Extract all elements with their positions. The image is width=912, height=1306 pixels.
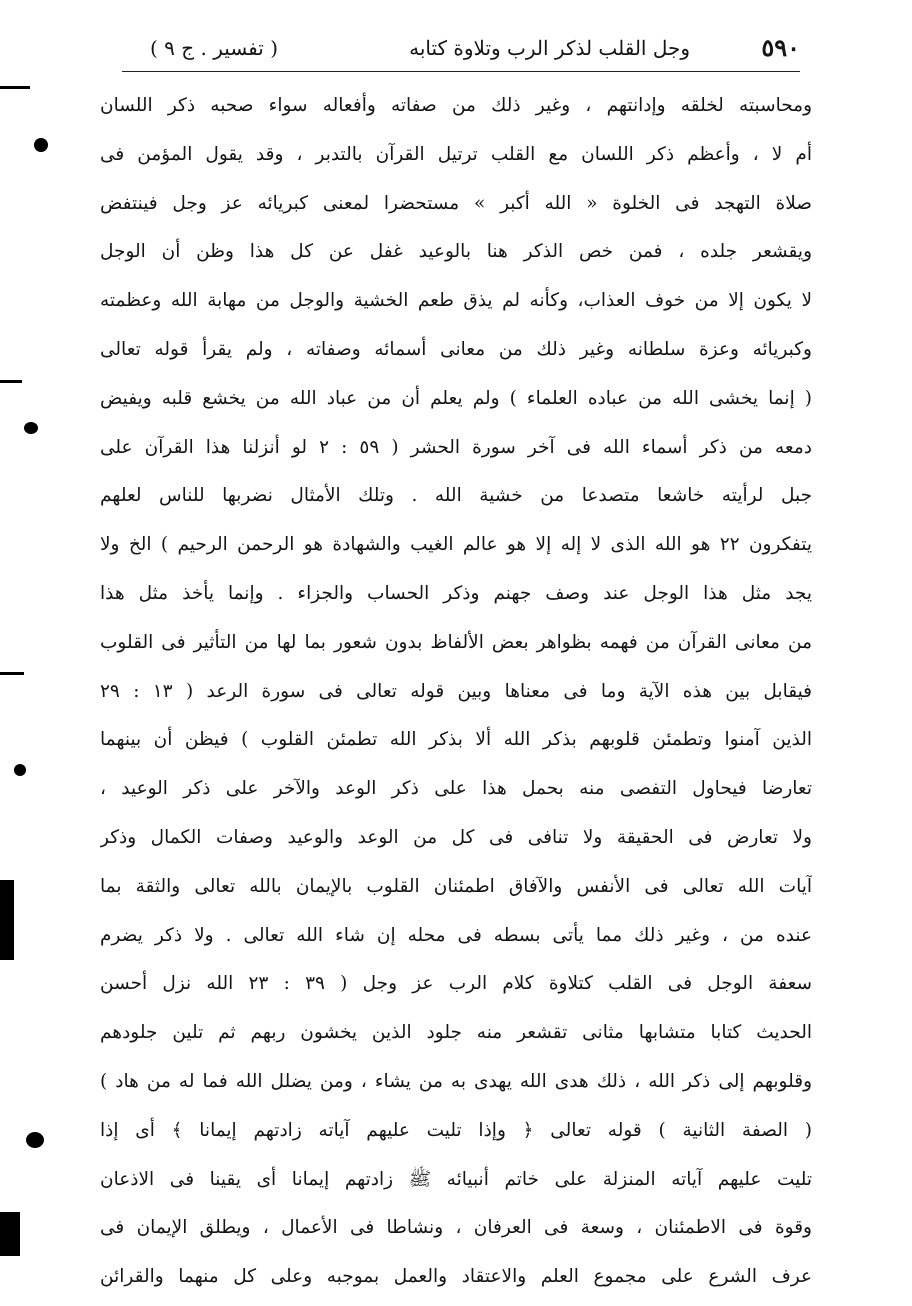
text-line: لا يكون إلا من خوف العذاب، وكأنه لم يذق طعم الخشية والوجل من مهابة الله وعظمته [100, 290, 812, 312]
text-line: فيقابل بين هذه الآية وما فى معناها وبين قوله تعالى فى سورة الرعد ( ١٣ : ٢٩ [100, 680, 812, 702]
scan-mark [0, 380, 22, 383]
scan-mark [0, 672, 24, 675]
text-line: صلاة التهجد فى الخلوة « الله أكبر » مستحضرا لمعنى كبريائه عز وجل فينتفض [100, 192, 812, 214]
text-line: الذين آمنوا وتطمئن قلوبهم بذكر الله ألا بذكر الله تطمئن القلوب ) فيظن أن بينهما [100, 729, 812, 751]
page-header [120, 28, 800, 68]
scan-mark [26, 1132, 44, 1148]
text-line: الحديث كتابا متشابها مثانى تقشعر منه جلود الذين يخشون ربهم ثم تلين جلودهم [100, 1022, 812, 1044]
text-line: ( الصفة الثانية ) قوله تعالى ﴿ وإذا تليت عليهم آياته زادتهم إيمانا ﴾ أى إذا [100, 1119, 812, 1141]
scan-mark [34, 138, 48, 152]
page-number: ٥٩٠ [761, 33, 800, 62]
text-line: ومحاسبته لخلقه وإدانتهم ، وغير ذلك من صفاته وأفعاله سواء صحبه ذكر اللسان [100, 95, 812, 116]
text-line: عنده من ، وغير ذلك مما يأتى بسطه فى محله إن شاء الله تعالى . ولا ذكر يضرم [100, 924, 812, 946]
text-line: تعارضا فيحاول التفصى منه بحمل هذا على ذكر الوعد والآخر على ذكر الوعيد ، [100, 778, 812, 800]
text-line: يجد مثل هذا الوجل عند وصف جهنم وذكر الحساب والجزاء . وإنما يأخذ مثل هذا [100, 582, 812, 604]
scan-mark [0, 86, 30, 89]
body-text [100, 82, 812, 1302]
text-line: وقوة فى الاطمئنان ، وسعة فى العرفان ، ونشاطا فى الأعمال ، ويطلق الإيمان فى [100, 1217, 812, 1239]
text-line: دمعه من ذكر أسماء الله فى آخر سورة الحشر ( ٥٩ : ٢ لو أنزلنا هذا القرآن على [100, 436, 812, 458]
text-line: أم لا ، وأعظم ذكر اللسان مع القلب ترتيل القرآن بالتدبر ، وقد يقول المؤمن فى [100, 143, 812, 165]
text-line: يتفكرون ٢٢ هو الله الذى لا إله إلا هو عالم الغيب والشهادة هو الرحمن الرحيم ) الخ ولا [100, 534, 812, 556]
text-line: تليت عليهم آياته المنزلة على خاتم أنبيائه ﷺ زادتهم إيمانا أى يقينا فى الاذعان [100, 1168, 812, 1190]
text-line: ويقشعر جلده ، فمن خص الذكر هنا بالوعيد غفل عن كل هذا وظن أن الوجل [100, 241, 812, 263]
text-line: ( إنما يخشى الله من عباده العلماء ) ولم يعلم أن من عباد الله من يخشع قلبه ويفيض [100, 387, 812, 409]
text-line: من معانى القرآن من فهمه بظواهر بعض الألفاظ بدون شعور بما لها من التأثير فى القلوب [100, 631, 812, 653]
text-line: عرف الشرع على مجموع العلم والاعتقاد والعمل بموجبه وعلى كل منهما والقرائن [100, 1266, 812, 1288]
text-line: وقلوبهم إلى ذكر الله ، ذلك هدى الله يهدى به من يشاء ، ومن يضلل الله فما له من هاد ) [100, 1070, 812, 1092]
book-reference: ( تفسير . ج ٩ ) [150, 36, 279, 60]
scan-mark [0, 880, 14, 960]
text-line: ولا تعارض فى الحقيقة ولا تنافى فى كل من الوعد والوعيد وصفات الكمال وذكر [100, 826, 812, 848]
running-title: وجل القلب لذكر الرب وتلاوة كتابه [409, 36, 690, 60]
text-line: جبل لرأيته خاشعا متصدعا من خشية الله . وتلك الأمثال نضربها للناس لعلهم [100, 485, 812, 507]
text-line: وكبريائه وعزة سلطانه وغير ذلك من معانى أسمائه وصفاته ، ولم يقرأ قوله تعالى [100, 338, 812, 360]
scan-mark [0, 1212, 20, 1256]
text-line: سعفة الوجل فى القلب كتلاوة كلام الرب عز وجل ( ٣٩ : ٢٣ الله نزل أحسن [100, 973, 812, 995]
scan-mark [24, 422, 38, 434]
text-line: آيات الله تعالى فى الأنفس والآفاق اطمئنان القلوب بالإيمان بالله تعالى والثقة بما [100, 875, 812, 897]
header-rule [122, 71, 800, 72]
scan-mark [14, 764, 26, 776]
